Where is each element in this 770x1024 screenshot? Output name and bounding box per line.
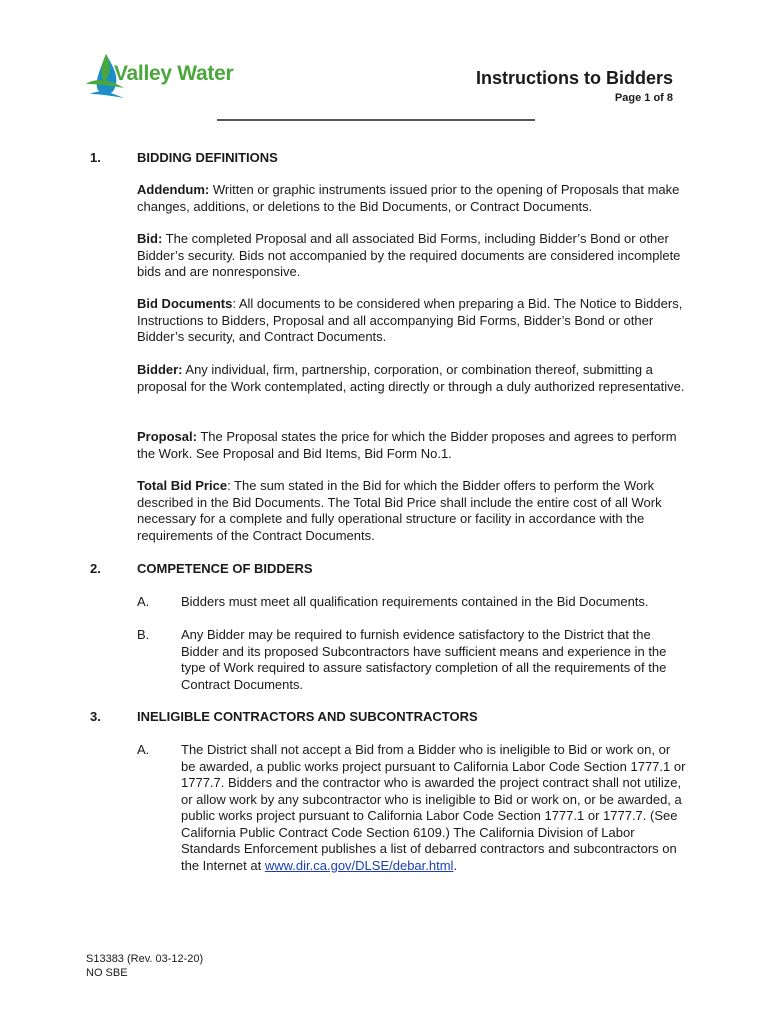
section-2-title: COMPETENCE OF BIDDERS [137,561,313,576]
definition-proposal [137,429,687,462]
section-3-number: 3. [90,709,101,724]
footer [86,952,203,980]
definition-text: : All documents to be considered when preparing a Bid. The Notice to Bidders, Instructions to Bidders, Proposal and all accompanying Bid Forms, Bidder’s Bond or other Bidder’s security, and Contract Documents. [137,296,683,344]
section-3-title: INELIGIBLE CONTRACTORS AND SUBCONTRACTORS [137,709,478,724]
term: Total Bid Price [137,478,228,493]
definition-text: Any individual, firm, partnership, corporation, or combination thereof, submitting a proposal for the Work contemplated, acting directly or through a duly authorized representative. [137,362,685,394]
term: Bid Documents [137,296,233,311]
document-title: Instructions to Bidders [475,68,673,88]
item-letter: A. [137,594,150,609]
section-2-number: 2. [90,561,101,576]
item-letter: A. [137,742,150,757]
header-divider [217,119,535,121]
definition-text: The completed Proposal and all associated Bid Forms, including Bidder’s Bond or other Bidder’s security. Bids not accompanied by the required documents are considered incomplete bids and are nonresponsive. [137,231,681,279]
term: Addendum: [137,182,210,197]
definition-addendum [137,182,687,215]
definition-text: The Proposal states the price for which the Bidder proposes and agrees to perform the Work. See Proposal and Bid Items, Bid Form No.1. [137,429,677,461]
term: Bidder: [137,362,183,377]
form-revision: S13383 (Rev. 03-12-20) [86,953,204,965]
definition-bidder [137,362,687,395]
item-text-body: The District shall not accept a Bid from a Bidder who is ineligible to Bid or work on, or be awarded, a public works project pursuant to California Labor Code Section 1777.1 or 1777.7. Bidders and the contractor who is awarded the project contract shall not utilize, or allow work by any subcontractor who is ineligible to Bid or work on, or be awarded, a public works project pursuant to California Labor Code Section 1777.1 or 1777.7. (See California Public Contract Code Section 6109.) The California Division of Labor Standards Enforcement publishes a list of debarred contractors and subcontractors on the Internet at [181,742,686,873]
term: Proposal: [137,429,197,444]
section-1-number: 1. [90,150,101,165]
debar-list-link[interactable]: www.dir.ca.gov/DLSE/debar.html [264,857,454,873]
item-letter: B. [137,627,150,642]
definition-text: Written or graphic instruments issued prior to the opening of Proposals that make changes, additions, or deletions to the Bid Documents, or Contract Documents. [137,182,680,214]
item-text: Any Bidder may be required to furnish evidence satisfactory to the District that the Bidder and its proposed Subcontractors have sufficient means and experience in the type of Work required to assure satisfactory completion of all the requirements of the Contract Documents. [181,627,667,692]
page-number: Page 1 of 8 [614,92,673,104]
item-text: Bidders must meet all qualification requirements contained in the Bid Documents. [181,594,649,609]
definition-bid-documents [137,296,687,346]
item-text-end: . [453,857,458,873]
definition-total-bid-price [137,478,687,544]
item-text [181,742,686,874]
definition-bid [137,231,687,281]
logo-text: Valley Water [114,62,234,85]
section-1-title: BIDDING DEFINITIONS [137,150,278,165]
sbe-note: NO SBE [86,967,128,979]
definition-text: : The sum stated in the Bid for which the Bidder offers to perform the Work described in the Bid Documents. The Total Bid Price shall include the entire cost of all Work necessary for a complete and fully operational structure or facility in accordance with the requirements of the Contract Documents. [137,478,662,543]
term: Bid: [137,231,163,246]
